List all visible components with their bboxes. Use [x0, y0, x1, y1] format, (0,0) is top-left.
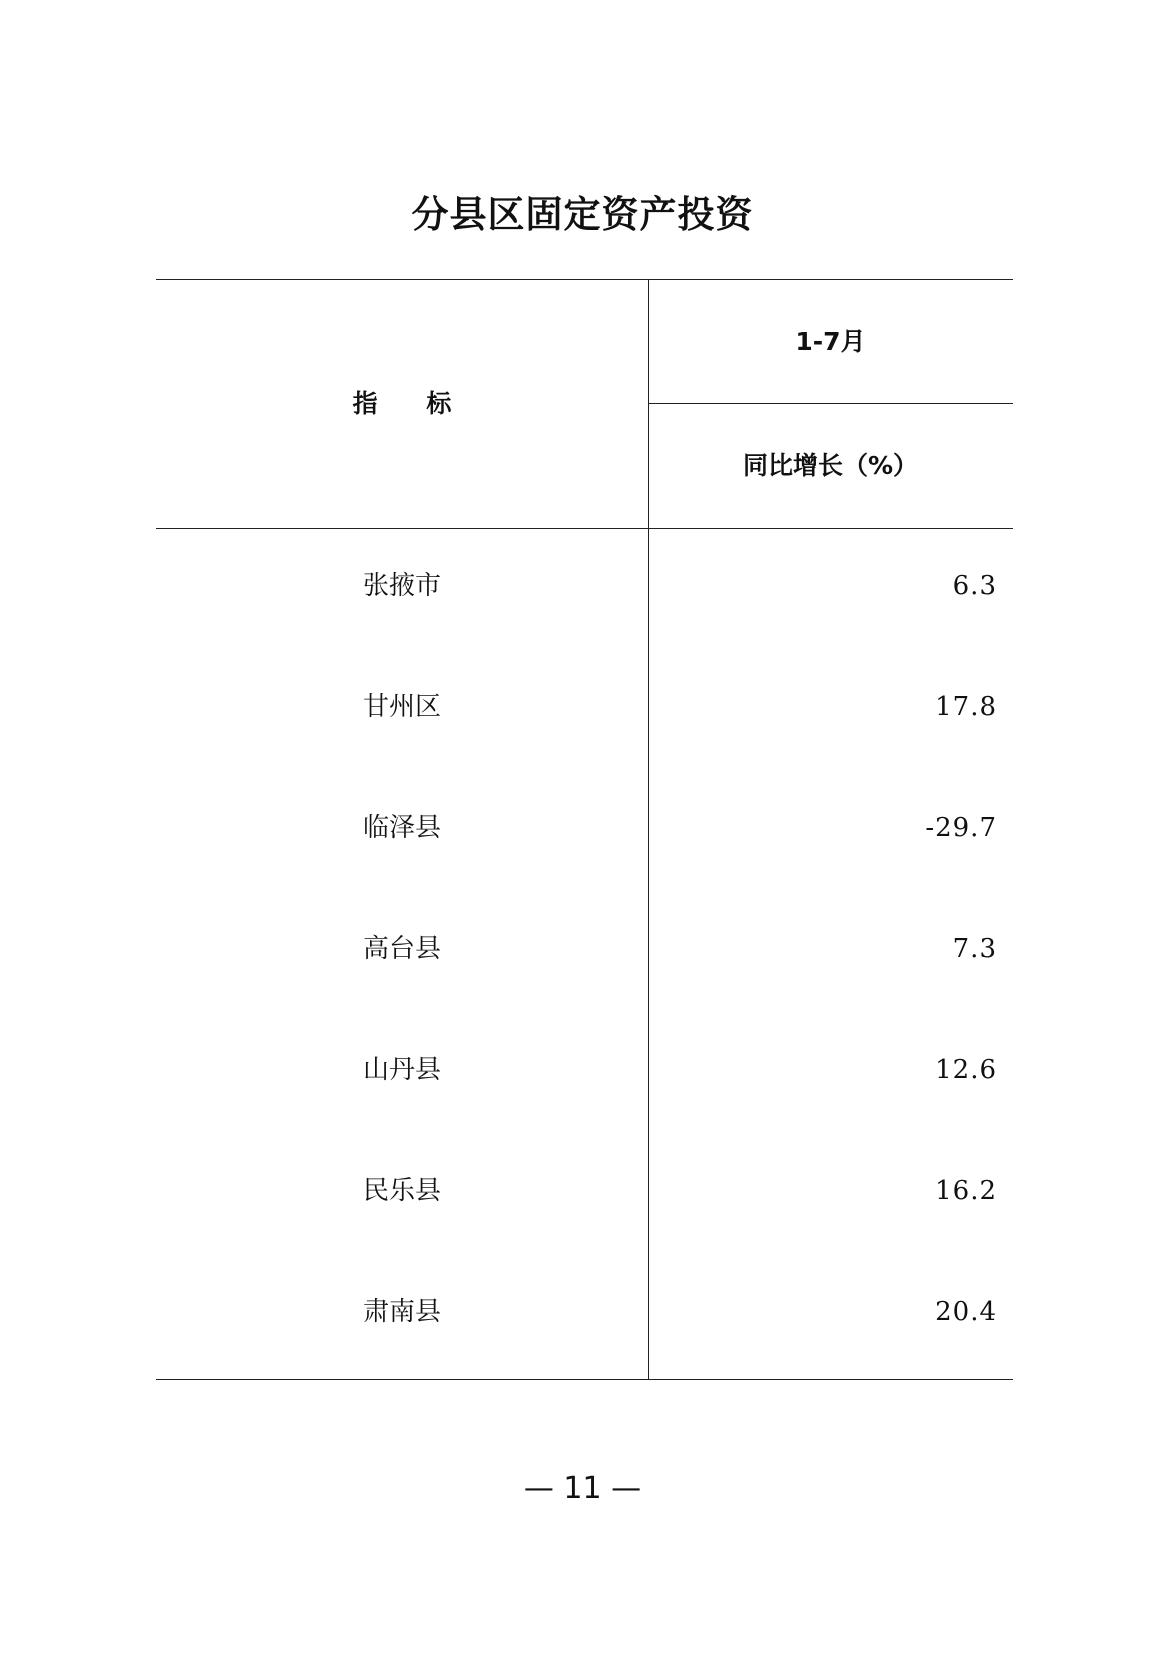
table-row	[156, 1254, 1013, 1375]
table-row	[156, 649, 1013, 770]
growth-value: 6.3	[952, 571, 997, 601]
region-name: 高台县	[362, 934, 441, 964]
table-row	[156, 1012, 1013, 1133]
growth-value: 20.4	[935, 1297, 997, 1327]
growth-column-header: 同比增长（%）	[742, 451, 919, 480]
region-name: 山丹县	[362, 1055, 441, 1085]
table-body	[156, 528, 1013, 1375]
growth-value: -29.7	[925, 813, 997, 843]
table-row	[156, 770, 1013, 891]
period-column-header: 1-7月	[795, 327, 866, 356]
table-header-subrule	[648, 403, 1013, 404]
region-name: 肃南县	[362, 1297, 441, 1327]
growth-value: 17.8	[935, 692, 997, 722]
region-name: 民乐县	[362, 1176, 441, 1206]
table-top-rule	[156, 279, 1013, 280]
region-name: 张掖市	[362, 571, 441, 601]
region-name: 甘州区	[362, 692, 441, 722]
table-row	[156, 1133, 1013, 1254]
growth-value: 7.3	[952, 934, 997, 964]
region-name: 临泽县	[362, 813, 441, 843]
page-number: — 11 —	[523, 1471, 642, 1506]
page-title: 分县区固定资产投资	[411, 193, 754, 236]
table-row	[156, 891, 1013, 1012]
indicator-column-header: 指 标	[352, 389, 452, 418]
growth-value: 16.2	[935, 1176, 997, 1206]
table-bottom-rule	[156, 1379, 1013, 1380]
table-row	[156, 528, 1013, 649]
growth-value: 12.6	[935, 1055, 997, 1085]
